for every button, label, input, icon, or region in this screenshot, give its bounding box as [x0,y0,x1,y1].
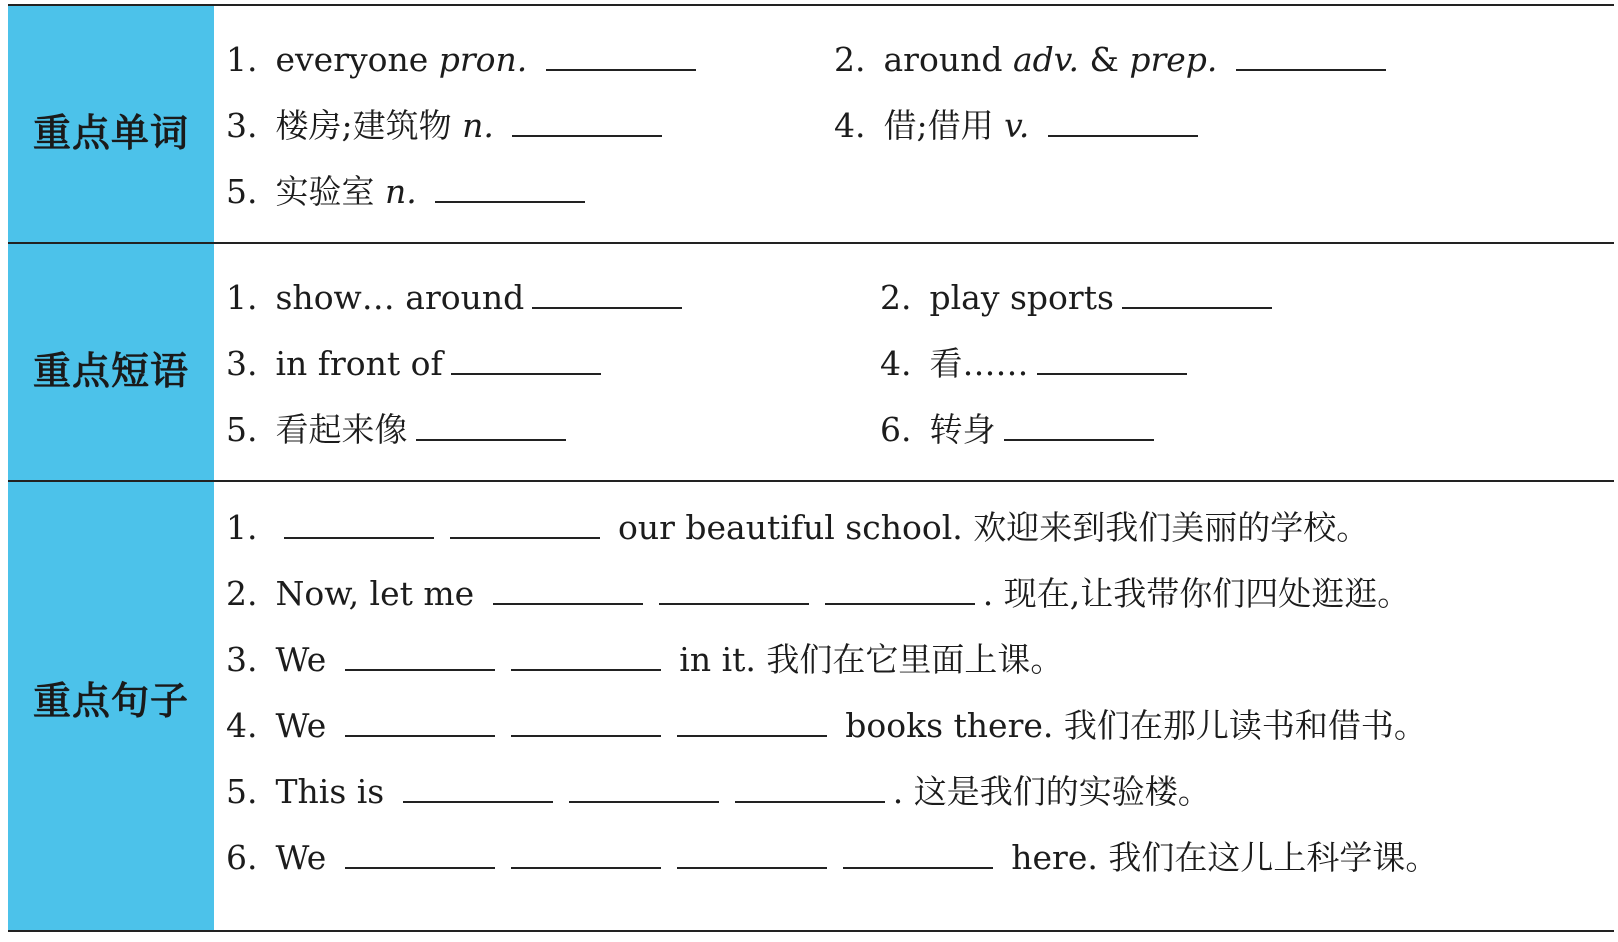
answer-blank[interactable] [416,409,566,441]
section-label-sentences: 重点句子 [32,679,189,723]
answer-blank[interactable] [511,639,661,671]
answer-blank[interactable] [546,39,696,71]
phrase-item: 1. show… around [226,276,690,320]
answer-blank[interactable] [532,277,682,309]
answer-blank[interactable] [345,705,495,737]
sentence-item: 6. We here. 我们在这儿上科学课。 [226,838,1439,877]
word-item: 1. everyone pron. [226,38,704,82]
word-item: 3. 楼房;建筑物 n. [226,104,670,148]
answer-blank[interactable] [403,771,553,803]
answer-blank[interactable] [1236,39,1386,71]
answer-blank[interactable] [511,705,661,737]
answer-blank[interactable] [512,105,662,137]
sentence-item: 4. We books there. 我们在那儿读书和借书。 [226,706,1427,745]
answer-blank[interactable] [659,573,809,605]
answer-blank[interactable] [735,771,885,803]
answer-blank[interactable] [1122,277,1272,309]
answer-blank[interactable] [284,507,434,539]
section-divider [8,242,1614,244]
section-divider [8,480,1614,482]
word-item: 5. 实验室 n. [226,170,593,214]
answer-blank[interactable] [450,507,600,539]
word-item: 4. 借;借用 v. [834,104,1206,148]
answer-blank[interactable] [511,837,661,869]
answer-blank[interactable] [677,837,827,869]
section-label-phrases: 重点短语 [32,349,189,393]
answer-blank[interactable] [493,573,643,605]
table-top-border [8,4,1614,6]
answer-blank[interactable] [435,171,585,203]
answer-blank[interactable] [345,639,495,671]
answer-blank[interactable] [569,771,719,803]
answer-blank[interactable] [825,573,975,605]
sentence-item: 3. We in it. 我们在它里面上课。 [226,640,1064,679]
sentence-item: 2. Now, let me . 现在,让我带你们四处逛逛。 [226,574,1411,613]
phrase-item: 5. 看起来像 [226,408,574,452]
worksheet-table [8,4,1614,932]
phrase-item: 6. 转身 [880,408,1162,452]
word-item: 2. around adv. & prep. [834,38,1394,82]
phrase-item: 3. in front of [226,342,609,386]
answer-blank[interactable] [1004,409,1154,441]
phrase-item: 2. play sports [880,276,1280,320]
answer-blank[interactable] [345,837,495,869]
sentence-item: 5. This is . 这是我们的实验楼。 [226,772,1211,811]
answer-blank[interactable] [1048,105,1198,137]
answer-blank[interactable] [677,705,827,737]
phrase-item: 4. 看…… [880,342,1195,386]
table-bottom-border [8,930,1614,932]
answer-blank[interactable] [451,343,601,375]
answer-blank[interactable] [1037,343,1187,375]
section-label-words: 重点单词 [32,111,189,155]
answer-blank[interactable] [843,837,993,869]
sentence-item: 1. our beautiful school. 欢迎来到我们美丽的学校。 [226,508,1370,547]
